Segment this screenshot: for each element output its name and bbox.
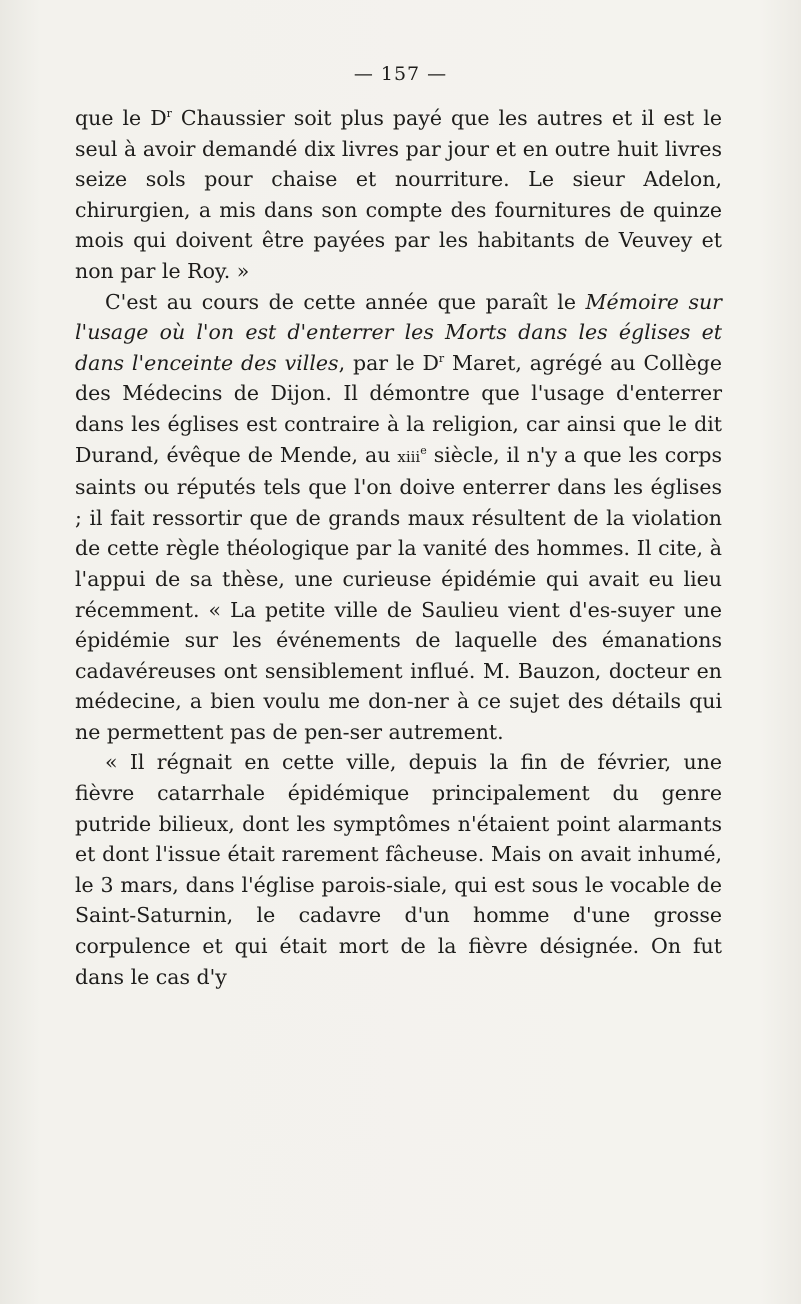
text-run: siècle, il n'y a que les corps saints ou réputés tels que l'on doive enterrer dans les églises ; il fait ressortir que de grands maux résultent de la violation de cette règle théologique par la vanité des hommes. Il cite, à l'appui de sa thèse, une curieuse épidémie qui avait eu lieu récemment. « La petite ville de Saulieu vient d'es-suyer une épidémie sur les événements de laquelle des émanations cadavéreuses ont sensiblement influé. M. Bauzon, docteur en médecine, a bien voulu me don-ner à ce sujet des détails qui ne permettent pas de pen-ser autrement. — [75, 442, 722, 744]
page-number: — 157 — — [353, 63, 448, 85]
italic-title: Mémoire sur l'usage où l'on est d'enterrer les Morts dans les églises et dans l'enceinte des villes — [75, 289, 722, 375]
text-run: C'est au cours de cette année que paraît le — [105, 289, 586, 314]
text-run: , par le D — [338, 350, 439, 375]
text-run: Maret, agrégé au Collège des Médecins de Dijon. Il démontre que l'usage d'enterrer dans les églises est contraire à la religion, car ainsi que le dit Durand, évêque de Mende, au — [75, 350, 722, 467]
superscript: r — [438, 351, 445, 365]
paragraph — [75, 287, 722, 748]
text-run: Chaussier soit plus payé que les autres et il est le seul à avoir demandé dix livres par jour et en outre huit livres seize sols pour chaise et nourriture. Le sieur Adelon, chirurgien, a mis dans son compte des fournitures de quinze mois qui doivent être payées par les habitants de Veuvey et non par le Roy. » — [75, 106, 722, 283]
superscript: r — [166, 107, 172, 120]
body-text — [75, 103, 722, 992]
text-run: que le D — [75, 106, 167, 130]
paragraph — [75, 747, 722, 992]
text-run: « Il régnait en cette ville, depuis la fin de février, une fièvre catarrhale épidémique principalement du genre putride bilieux, dont les symptômes n'étaient point alarmants et dont l'issue était rarement fâcheuse. Mais on avait inhumé, le 3 mars, dans l'église parois-siale, qui est sous le vocable de Saint-Saturnin, le cadavre d'un homme d'une grosse corpulence et qui était mort de la fièvre désignée. On fut dans le cas d'y — [75, 750, 722, 989]
paragraph — [75, 103, 722, 287]
superscript: e — [420, 443, 427, 457]
roman-numeral: xiii — [397, 447, 421, 466]
